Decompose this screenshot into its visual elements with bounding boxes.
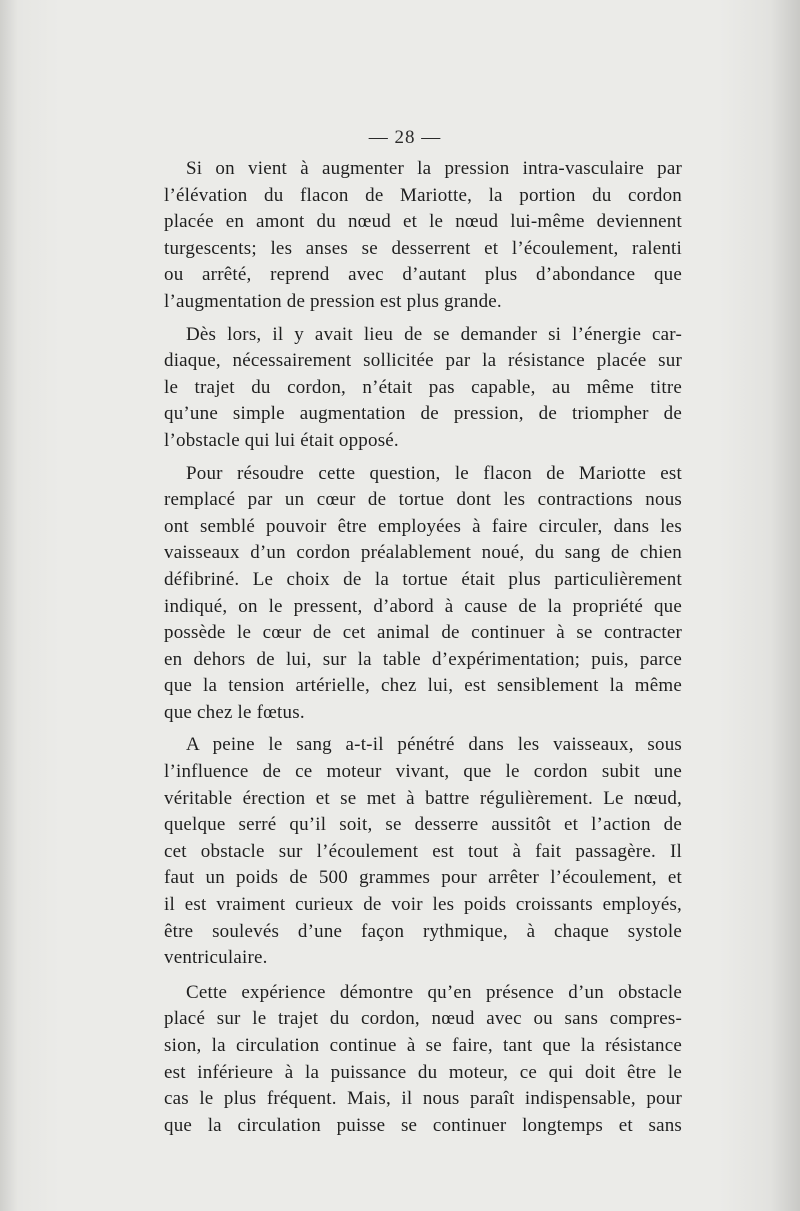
- text-line: remplacé par un cœur de tortue dont les contractions nous: [164, 489, 682, 511]
- text-line: cet obstacle sur l’écoulement est tout à fait passagère. Il: [164, 840, 682, 862]
- text-line: est inférieure à la puissance du moteur, ce qui doit être le: [164, 1061, 682, 1083]
- paragraph: [164, 732, 682, 971]
- paragraph: [164, 156, 682, 316]
- text-line: placé sur le trajet du cordon, nœud avec ou sans compres-: [164, 1008, 682, 1030]
- text-line: ont semblé pouvoir être employées à faire circuler, dans les: [164, 515, 682, 537]
- text-line: placée en amont du nœud et le nœud lui-même deviennent: [164, 211, 682, 233]
- text-line: défibriné. Le choix de la tortue était plus particulièrement: [164, 568, 682, 590]
- text-line: faut un poids de 500 grammes pour arrêter l’écoulement, et: [164, 867, 682, 889]
- text-line: l’augmentation de pression est plus grande.: [164, 290, 502, 312]
- text-line: le trajet du cordon, n’était pas capable, au même titre: [164, 376, 682, 398]
- text-line: être soulevés d’une façon rythmique, à chaque systole: [164, 920, 682, 942]
- text-line: que chez le fœtus.: [164, 701, 305, 723]
- text-line: en dehors de lui, sur la table d’expérimentation; puis, parce: [164, 648, 682, 670]
- text-line: l’influence de ce moteur vivant, que le cordon subit une: [164, 761, 682, 783]
- text-line: il est vraiment curieux de voir les poids croissants employés,: [164, 894, 682, 916]
- text-line: que la tension artérielle, chez lui, est sensiblement la même: [164, 675, 682, 697]
- text-line: Si on vient à augmenter la pression intra-vasculaire par: [186, 158, 682, 179]
- text-line: turgescents; les anses se desserrent et l’écoulement, ralenti: [164, 237, 682, 259]
- text-line: cas le plus fréquent. Mais, il nous paraît indispensable, pour: [164, 1088, 682, 1110]
- text-line: Dès lors, il y avait lieu de se demander si l’énergie car-: [186, 323, 682, 345]
- text-line: Pour résoudre cette question, le flacon de Mariotte est: [186, 462, 682, 484]
- text-line: Cette expérience démontre qu’en présence d’un obstacle: [186, 981, 682, 1003]
- text-line: ventriculaire.: [164, 947, 268, 969]
- paragraph: [164, 980, 682, 1140]
- text-line: sion, la circulation continue à se faire, tant que la résistance: [164, 1035, 682, 1056]
- text-line: qu’une simple augmentation de pression, de triompher de: [164, 403, 682, 425]
- text-line: vaisseaux d’un cordon préalablement noué, du sang de chien: [164, 542, 682, 564]
- text-line: indiqué, on le pressent, d’abord à cause de la propriété que: [164, 595, 682, 617]
- text-line: que la circulation puisse se continuer longtemps et sans: [164, 1114, 682, 1136]
- text-line: l’élévation du flacon de Mariotte, la portion du cordon: [164, 184, 682, 206]
- text-line: A peine le sang a-t-il pénétré dans les vaisseaux, sous: [186, 734, 682, 756]
- text-line: diaque, nécessairement sollicitée par la résistance placée sur: [164, 350, 682, 372]
- text-line: l’obstacle qui lui était opposé.: [164, 429, 399, 451]
- paragraph: [164, 322, 682, 455]
- text-line: quelque serré qu’il soit, se desserre aussitôt et l’action de: [164, 814, 682, 836]
- paragraph: [164, 461, 682, 727]
- body-text: [164, 156, 682, 1139]
- text-line: possède le cœur de cet animal de continuer à se contracter: [164, 622, 682, 644]
- text-line: ou arrêté, reprend avec d’autant plus d’abondance que: [164, 264, 682, 286]
- page-number: — 28 —: [368, 127, 442, 148]
- text-line: véritable érection et se met à battre régulièrement. Le nœud,: [164, 787, 682, 809]
